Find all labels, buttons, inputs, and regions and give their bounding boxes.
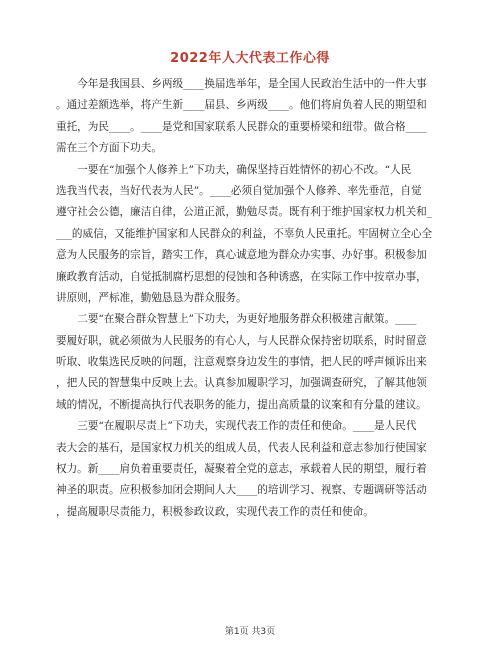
page-footer: 第1页 共3页 <box>224 627 276 637</box>
text-line: 廉政教育活动，自觉抵制腐朽思想的侵蚀和各种诱惑，在实际工作中按章办事， <box>56 270 427 283</box>
text-line: 域的情况，不断提高执行代表职务的能力，提出高质量的议案和有分量的建议。 <box>56 398 427 411</box>
text-line: ___的威信，又能维护国家和人民群众的利益，不辜负人民重托。牢固树立全心全 <box>56 227 433 240</box>
text-line: 选我当代表，当好代表为人民”。____必须自觉加强个人修养、率先垂范，自觉 <box>56 184 422 197</box>
text-line: 表大会的基石，是国家权力机关的组成人员，代表人民利益和意志参加行使国家 <box>56 441 427 454</box>
paragraph-1 <box>56 74 454 160</box>
text-line: 。通过差额选举，将产生新____届县、乡两级____。他们将肩负着人民的期望和 <box>56 99 427 112</box>
text-line: 意为人民服务的宗旨，踏实工作，真心诚意地为群众办实事、办好事。积极参加 <box>56 249 427 262</box>
paragraph-4 <box>56 416 454 523</box>
text-line: ，把人民的智慧集中反映上去。认真参加履职学习，加强调查研究，了解其他领 <box>56 377 427 390</box>
document-body <box>56 74 454 523</box>
text-line: 讲原则，严标准，勤勉恳恳为群众服务。 <box>56 291 247 304</box>
text-line: 要履好职，就必须做为人民服务的有心人，与人民群众保持密切联系，时时留意 <box>56 334 427 347</box>
text-line: 需在三个方面下功夫。 <box>56 142 162 155</box>
text-line: 神圣的职责。应积极参加闭会期间人大____的培训学习、视察、专题调研等活动 <box>56 484 427 497</box>
text-line: 重托，为民____。____是党和国家联系人民群众的重要桥梁和纽带。做合格____ <box>56 120 427 133</box>
text-line: 遵守社会公德，廉洁自律，公道正派，勤勉尽责。既有利于维护国家权力机关和_ <box>56 206 433 219</box>
text-line: 今年是我国县、乡两级____换届选举年，是全国人民政治生活中的一件大事 <box>56 78 427 90</box>
text-line: 听取、收集选民反映的问题，注意观察身边发生的事情，把人民的呼声倾诉出来 <box>56 356 427 369</box>
text-line: ，提高履职尽责能力，积极参政议政，实现代表工作的责任和使命。 <box>56 505 374 518</box>
paragraph-3 <box>56 309 454 416</box>
document-title: 2022年人大代表工作心得 <box>170 51 330 66</box>
text-line: 二要“在聚合群众智慧上”下功夫，为更好地服务群众积极建言献策。____ <box>56 313 417 326</box>
text-line: 三要“在履职尽责上”下功夫，实现代表工作的责任和使命。____是人民代 <box>56 420 417 433</box>
text-line: 权力。新____肩负着重要责任，凝聚着全党的意志，承载着人民的期望，履行着 <box>56 463 427 476</box>
paragraph-2 <box>56 160 454 310</box>
text-line: 一要在“加强个人修养上”下功夫，确保坚持百姓情怀的初心不改。“人民 <box>56 163 412 176</box>
